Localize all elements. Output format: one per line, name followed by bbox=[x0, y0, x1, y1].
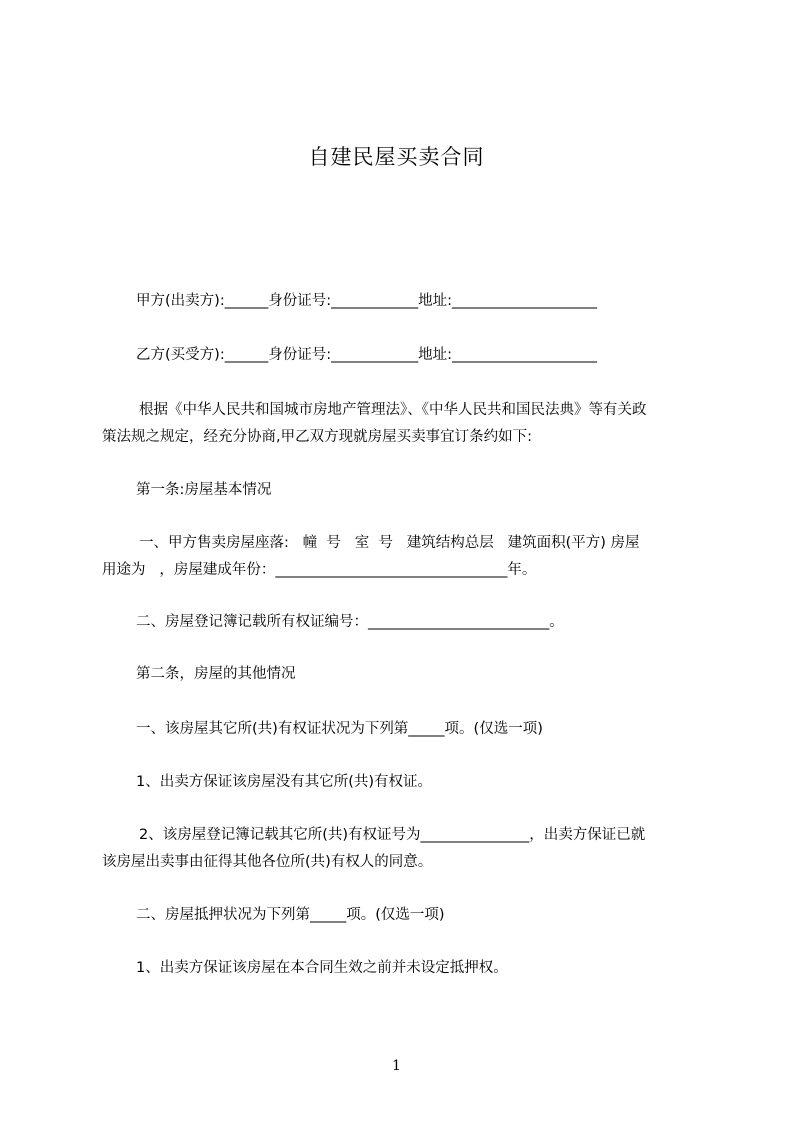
article-1-item-1-line-2: 用途为 ，房屋建成年份：________________________________年。 bbox=[102, 562, 537, 578]
article-2-item-2: 二、房屋抵押状况为下列第_____项。(仅选一项) bbox=[136, 907, 445, 923]
intro-paragraph-line-1: 根据《中华人民共和国城市房地产管理法》、《中华人民共和国民法典》等有关政 bbox=[139, 402, 647, 418]
party-b-line: 乙方(买受方):______身份证号:____________地址:____________________ bbox=[136, 347, 597, 363]
article-1-heading: 第一条:房屋基本情况 bbox=[136, 482, 272, 498]
article-2-item-1: 一、该房屋其它所(共)有权证状况为下列第_____项。(仅选一项) bbox=[136, 721, 543, 737]
intro-paragraph-line-2: 策法规之规定，经充分协商,甲乙双方现就房屋买卖事宜订条约如下: bbox=[102, 429, 532, 445]
article-1-item-2: 二、房屋登记簿记载所有权证编号：_________________________。 bbox=[136, 614, 564, 630]
document-title: 自建民屋买卖合同 bbox=[308, 145, 485, 169]
party-a-line: 甲方(出卖方):______身份证号:____________地址:____________________ bbox=[136, 293, 597, 309]
article-2-heading: 第二条，房屋的其他情况 bbox=[136, 666, 296, 682]
article-2-item-1-option-1: 1、出卖方保证该房屋没有其它所(共)有权证。 bbox=[136, 774, 433, 790]
page-number: 1 bbox=[392, 1058, 401, 1074]
article-2-item-1-option-2-line-1: 2、该房屋登记簿记载其它所(共)有权证号为_______________，出卖方保证已就 bbox=[139, 827, 646, 843]
article-2-item-1-option-2-line-2: 该房屋出卖事由征得其他各位所(共)有权人的同意。 bbox=[102, 854, 433, 870]
article-1-item-1-line-1: 一、甲方售卖房屋座落: 幢 号 室 号 建筑结构总层 建筑面积(平方) 房屋 bbox=[139, 535, 640, 551]
article-2-item-2-option-1: 1、出卖方保证该房屋在本合同生效之前并未设定抵押权。 bbox=[136, 960, 508, 976]
